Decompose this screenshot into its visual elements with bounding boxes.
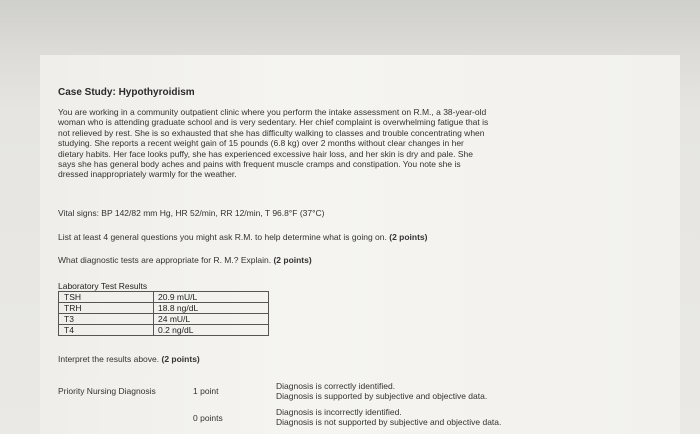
rubric-zero-points: 0 points bbox=[193, 413, 223, 423]
vital-signs: Vital signs: BP 142/82 mm Hg, HR 52/min, RR 12/min, T 96.8°F (37°C) bbox=[58, 208, 325, 218]
case-line: dressed inappropriately warmly for the weather. bbox=[58, 169, 237, 180]
rubric-criterion: Diagnosis is correctly identified. bbox=[276, 381, 396, 391]
case-line: studying. She reports a recent weight gain of 15 pounds (6.8 kg) over 2 months without clear changes in her bbox=[58, 138, 464, 149]
case-study-title: Case Study: Hypothyroidism bbox=[58, 87, 195, 98]
rubric-criterion: Diagnosis is not supported by subjective and objective data. bbox=[276, 417, 502, 427]
question-text: Interpret the results above. bbox=[58, 354, 160, 364]
rubric-criterion: Diagnosis is incorrectly identified. bbox=[276, 407, 402, 417]
case-line: woman who is attending graduate school and is very sedentary. Her chief complaint is overwhelming fatigue that is bbox=[58, 117, 489, 128]
rubric-label: Priority Nursing Diagnosis bbox=[58, 386, 156, 396]
case-description bbox=[58, 107, 618, 180]
question-text: List at least 4 general questions you might ask R.M. to help determine what is going on. bbox=[58, 232, 387, 242]
table-row bbox=[59, 292, 269, 303]
lab-test-name: TSH bbox=[59, 292, 154, 303]
lab-test-value: 0.2 ng/dL bbox=[154, 325, 269, 336]
lab-test-value: 24 mU/L bbox=[154, 314, 269, 325]
lab-results-table bbox=[58, 291, 269, 336]
lab-test-value: 18.8 ng/dL bbox=[154, 303, 269, 314]
question-diagnostic-tests bbox=[58, 255, 312, 265]
question-points: (2 points) bbox=[273, 255, 312, 265]
question-points: (2 points) bbox=[389, 232, 428, 242]
table-row bbox=[59, 314, 269, 325]
question-general-questions bbox=[58, 232, 427, 242]
rubric-one-point: 1 point bbox=[193, 386, 219, 396]
lab-results-title: Laboratory Test Results bbox=[58, 281, 148, 291]
table-row bbox=[59, 325, 269, 336]
rubric-criterion: Diagnosis is supported by subjective and objective data. bbox=[276, 391, 488, 401]
lab-test-name: TRH bbox=[59, 303, 154, 314]
case-line: You are working in a community outpatient clinic where you perform the intake assessment on R.M., a 38-year-old bbox=[58, 107, 487, 117]
lab-test-name: T4 bbox=[59, 325, 154, 336]
question-text: What diagnostic tests are appropriate for R. M.? Explain. bbox=[58, 255, 272, 265]
table-row bbox=[59, 303, 269, 314]
question-points: (2 points) bbox=[161, 354, 200, 364]
lab-test-name: T3 bbox=[59, 314, 154, 325]
case-line: says she has general body aches and pains with frequent muscle cramps and constipation. You note she is bbox=[58, 159, 461, 170]
case-line: dietary habits. Her face looks puffy, she has experienced excessive hair loss, and her skin is dry and pale. She bbox=[58, 148, 473, 159]
question-interpret-results bbox=[58, 354, 200, 364]
lab-test-value: 20.9 mU/L bbox=[154, 292, 269, 303]
case-line: not relieved by rest. She is so exhausted that she has difficulty walking to classes and trouble concentrating when bbox=[58, 127, 485, 138]
